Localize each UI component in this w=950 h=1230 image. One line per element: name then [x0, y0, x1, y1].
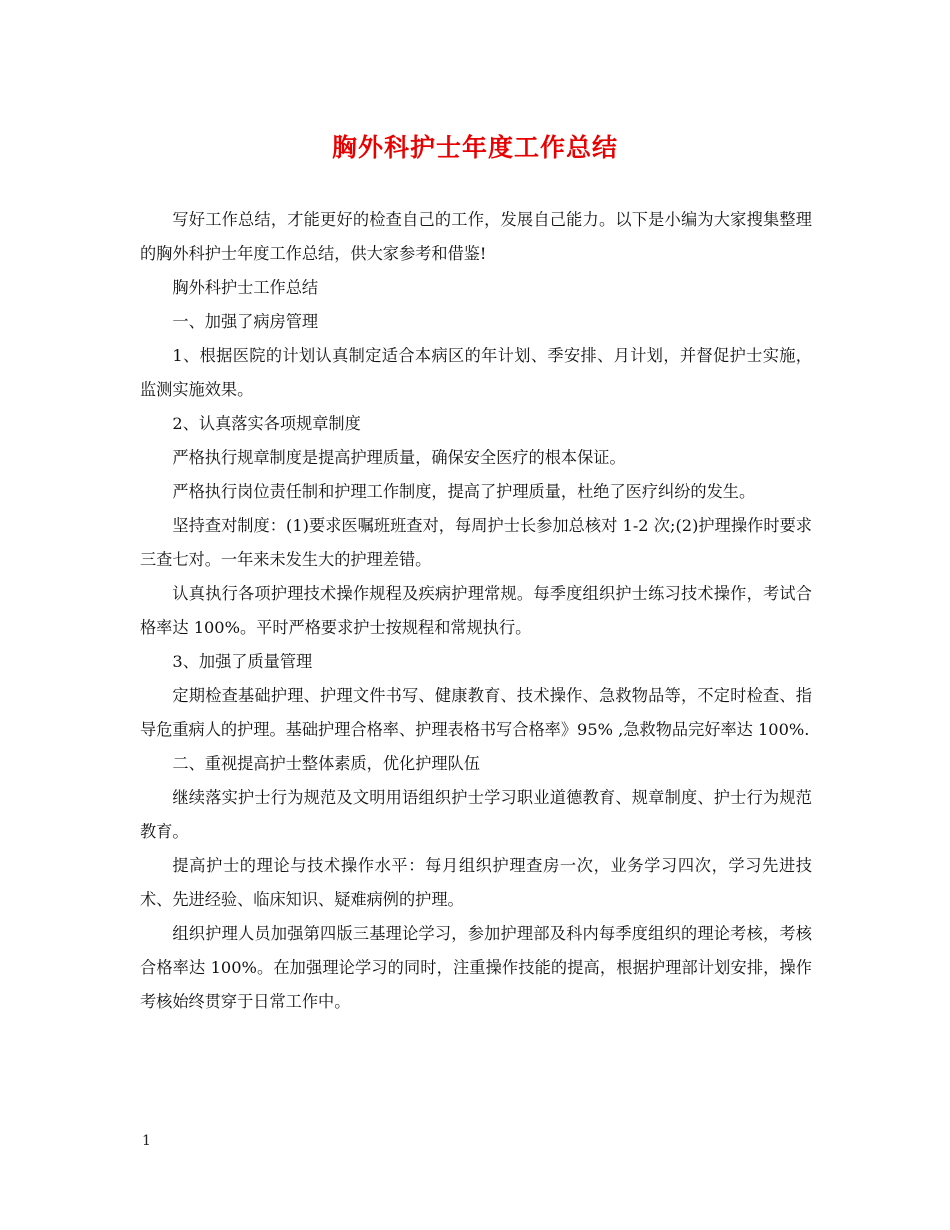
section-heading: 二、重视提高护士整体素质，优化护理队伍 [172, 754, 480, 773]
body-paragraph: 坚持查对制度：(1)要求医嘱班班查对，每周护士长参加总核对 1-2 次;(2)护理操作时要求三查七对。一年来未发生大的护理差错。 [140, 516, 812, 569]
body-paragraph: 严格执行岗位责任制和护理工作制度，提高了护理质量，杜绝了医疗纠纷的发生。 [172, 482, 756, 501]
document-title: 胸外科护士年度工作总结 [331, 133, 618, 162]
document-body [140, 203, 812, 1019]
body-paragraph: 定期检查基础护理、护理文件书写、健康教育、技术操作、急救物品等，不定时检查、指导危重病人的护理。基础护理合格率、护理表格书写合格率》95% ,急救物品完好率达 100%. [140, 686, 812, 739]
page-number: 1 [142, 1133, 151, 1149]
body-paragraph: 严格执行规章制度是提高护理质量，确保安全医疗的根本保证。 [172, 448, 626, 467]
body-paragraph: 认真执行各项护理技术操作规程及疾病护理常规。每季度组织护士练习技术操作，考试合格率达 100%。平时严格要求护士按规程和常规执行。 [140, 584, 812, 637]
body-paragraph: 继续落实护士行为规范及文明用语组织护士学习职业道德教育、规章制度、护士行为规范教育。 [140, 788, 812, 841]
body-paragraph: 组织护理人员加强第四版三基理论学习，参加护理部及科内每季度组织的理论考核，考核合格率达 100%。在加强理论学习的同时，注重操作技能的提高，根据护理部计划安排，操作考核始终贯穿于日常工作中。 [140, 924, 812, 1011]
intro-paragraph: 写好工作总结，才能更好的检查自己的工作，发展自己能力。以下是小编为大家搜集整理的胸外科护士年度工作总结，供大家参考和借鉴! [140, 210, 812, 263]
section-heading: 胸外科护士工作总结 [172, 278, 319, 297]
subsection-heading: 2、认真落实各项规章制度 [172, 414, 361, 433]
subsection-heading: 3、加强了质量管理 [172, 652, 313, 671]
section-heading: 一、加强了病房管理 [172, 312, 319, 331]
body-paragraph: 提高护士的理论与技术操作水平：每月组织护理查房一次，业务学习四次，学习先进技术、先进经验、临床知识、疑难病例的护理。 [140, 856, 812, 909]
body-paragraph: 1、根据医院的计划认真制定适合本病区的年计划、季安排、月计划，并督促护士实施，监测实施效果。 [140, 346, 812, 399]
